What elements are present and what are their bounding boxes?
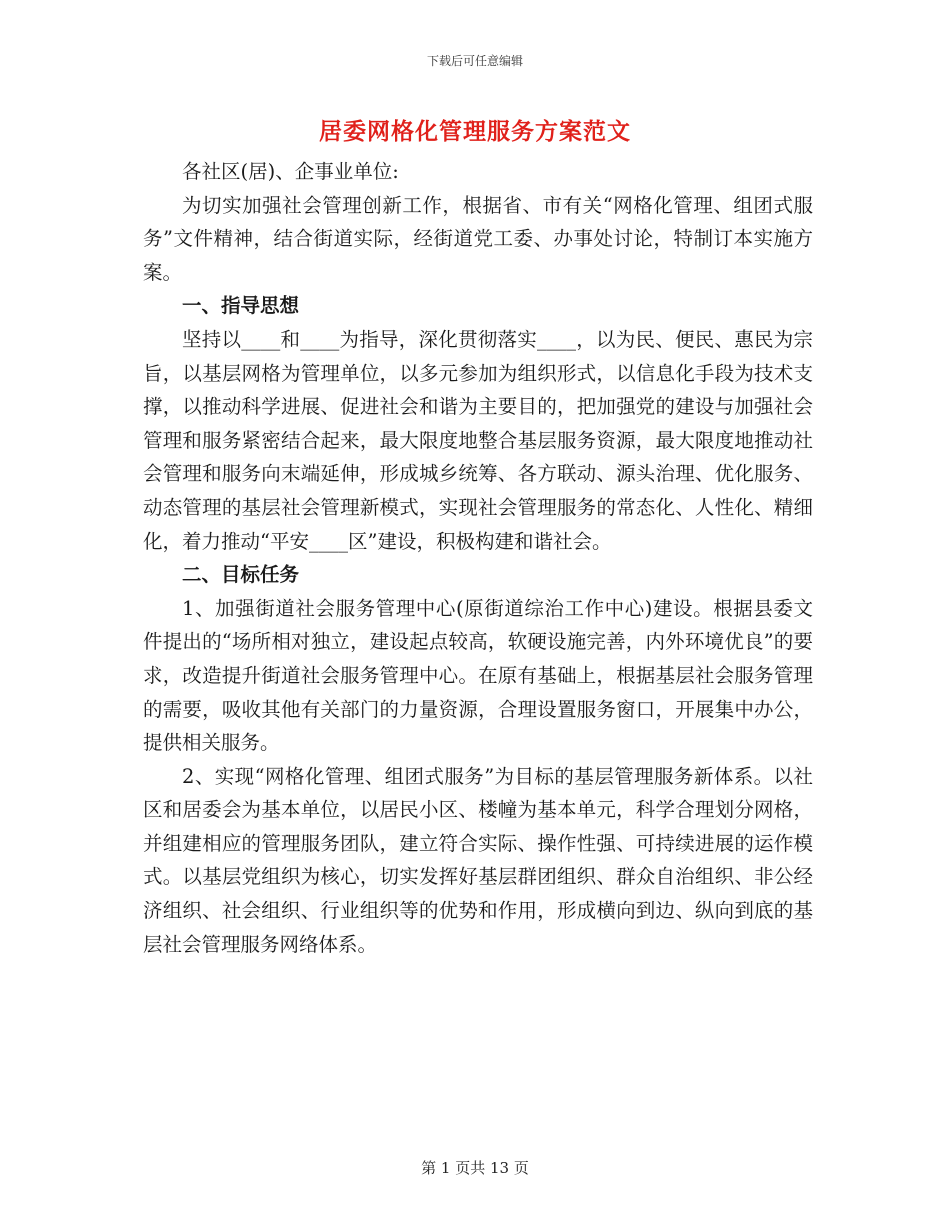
document-body <box>143 155 813 961</box>
section-1-heading: 一、指导思想 <box>182 294 300 318</box>
page-header-note: 下载后可任意编辑 <box>426 54 523 68</box>
salutation: 各社区(居)、企事业单位: <box>182 160 399 183</box>
page-footer-number: 第 1 页共 13 页 <box>421 1159 529 1177</box>
section-2-item-2: 2、实现“网格化管理、组团式服务”为目标的基层管理服务新体系。以社区和居委会为基本单位，以居民小区、楼幢为基本单元，科学合理划分网格，并组建相应的管理服务团队，建立符合实际、操作性强、可持续进展的运作模式。以基层党组织为核心，切实发挥好基层群团组织、群众自治组织、非公经济组织、社会组织、行业组织等的优势和作用，形成横向到边、纵向到底的基层社会管理服务网络体系。 <box>143 764 813 956</box>
section-1-paragraph: 坚持以____和____为指导，深化贯彻落实____，以为民、便民、惠民为宗旨，以基层网格为管理单位，以多元参加为组织形式，以信息化手段为技术支撑，以推动科学进展、促进社会和谐为主要目的，把加强党的建设与加强社会管理和服务紧密结合起来，最大限度地整合基层服务资源，最大限度地推动社会管理和服务向末端延伸，形成城乡统筹、各方联动、源头治理、优化服务、动态管理的基层社会管理新模式，实现社会管理服务的常态化、人性化、精细化，着力推动“平安____区”建设，积极构建和谐社会。 <box>143 327 813 553</box>
document-title: 居委网格化管理服务方案范文 <box>319 118 631 145</box>
intro-paragraph: 为切实加强社会管理创新工作，根据省、市有关“网格化管理、组团式服务”文件精神，结合街道实际，经街道党工委、办事处讨论，特制订本实施方案。 <box>143 193 813 284</box>
section-2-heading: 二、目标任务 <box>182 563 300 587</box>
section-2-item-1: 1、加强街道社会服务管理中心(原街道综治工作中心)建设。根据县委文件提出的“场所相对独立，建设起点较高，软硬设施完善，内外环境优良”的要求，改造提升街道社会服务管理中心。在原有基础上，根据基层社会服务管理的需要，吸收其他有关部门的力量资源，合理设置服务窗口，开展集中办公，提供相关服务。 <box>143 596 813 755</box>
